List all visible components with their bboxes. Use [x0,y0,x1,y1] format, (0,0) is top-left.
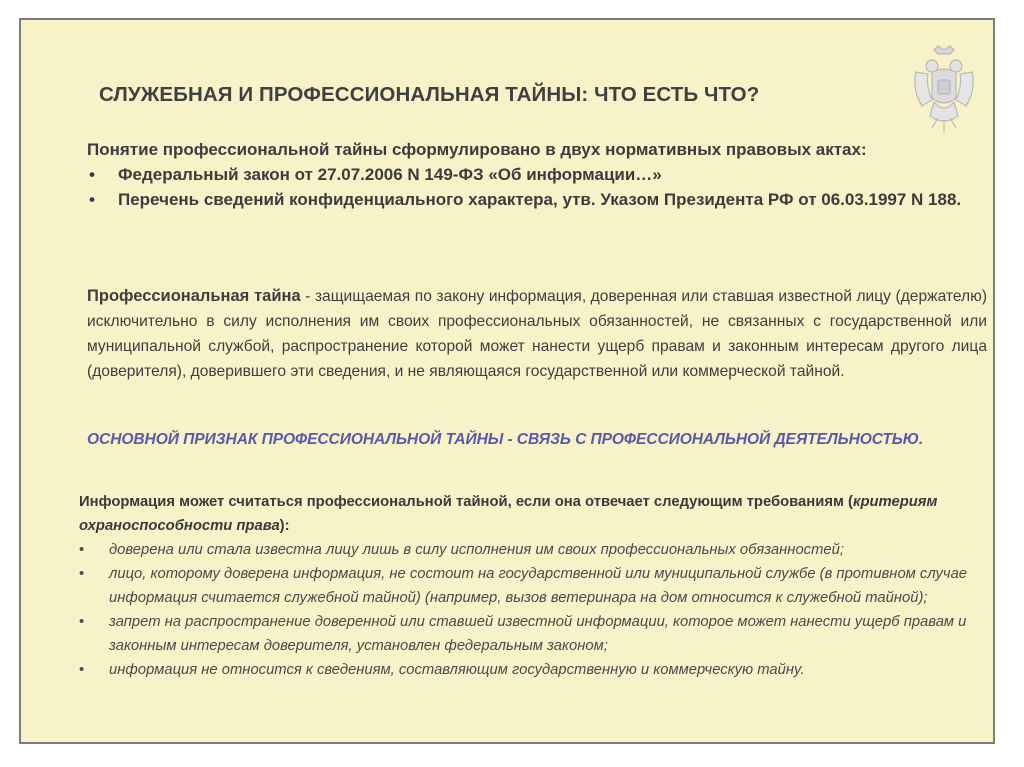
bullet-icon: • [79,566,85,582]
main-principle: ОСНОВНОЙ ПРИЗНАК ПРОФЕССИОНАЛЬНОЙ ТАЙНЫ - СВЯЗЬ С ПРОФЕССИОНАЛЬНОЙ ДЕЯТЕЛЬНОСТЬЮ. [87,431,924,448]
criteria-term: критериям охраноспособности права [79,494,938,534]
bullet-icon: • [79,614,85,630]
slide [19,18,995,744]
slide-title: СЛУЖЕБНАЯ И ПРОФЕССИОНАЛЬНАЯ ТАЙНЫ: ЧТО ЕСТЬ ЧТО? [99,83,760,106]
criteria-list [79,538,989,682]
legal-acts-block [87,137,987,212]
list-item [79,562,989,610]
list-item [87,187,987,212]
legal-acts-list [87,162,987,212]
list-item [79,538,989,562]
definition-text: - защищаемая по закону информация, доверенная или ставшая известной лицу (держателю) исключительно в силу исполнения им своих профессиональных обязанностей, не связанных с государственной или муниципальной службой, распространение которой может нанести ущерб правам и законным интересам другого лица (доверителя), доверившего эти сведения, и не являющаяся государственной или коммерческой тайной. [87,288,988,380]
criteria-block [79,490,989,682]
legal-act-1: Федеральный закон от 27.07.2006 N 149-ФЗ «Об информации…» [118,165,662,184]
legal-act-2: Перечень сведений конфиденциального характера, утв. Указом Президента РФ от 06.03.1997 N 188. [118,190,962,209]
definition-term: Профессиональная тайна [87,287,301,305]
criteria-lead [79,490,989,538]
criterion-3: запрет на распространение доверенной или ставшей известной информации, которое может нанести ущерб правам и законным интересам доверителя, установлен федеральным законом; [109,614,967,654]
criteria-lead-text: Информация может считаться профессиональной тайной, если она отвечает следующим требованиям ( [79,494,853,510]
list-item [79,658,989,682]
criterion-4: информация не относится к сведениям, составляющим государственную и коммерческую тайну. [109,662,805,678]
list-item [79,610,989,658]
bullet-icon: • [79,662,85,678]
coat-of-arms-icon [908,42,980,138]
criterion-1: доверена или стала известна лицу лишь в силу исполнения им своих профессиональных обязанностей; [109,542,844,558]
legal-acts-intro: Понятие профессиональной тайны сформулировано в двух нормативных правовых актах: [87,140,867,159]
definition-paragraph [87,284,987,384]
bullet-icon: • [89,190,95,209]
bullet-icon: • [79,542,85,558]
bullet-icon: • [89,165,95,184]
criterion-2: лицо, которому доверена информация, не состоит на государственной или муниципальной службе (в противном случае информация считается служебной тайной) (например, вызов ветеринара на дом относится к служебной тайной); [109,566,968,606]
list-item [87,162,987,187]
criteria-lead-end: ): [279,518,290,534]
